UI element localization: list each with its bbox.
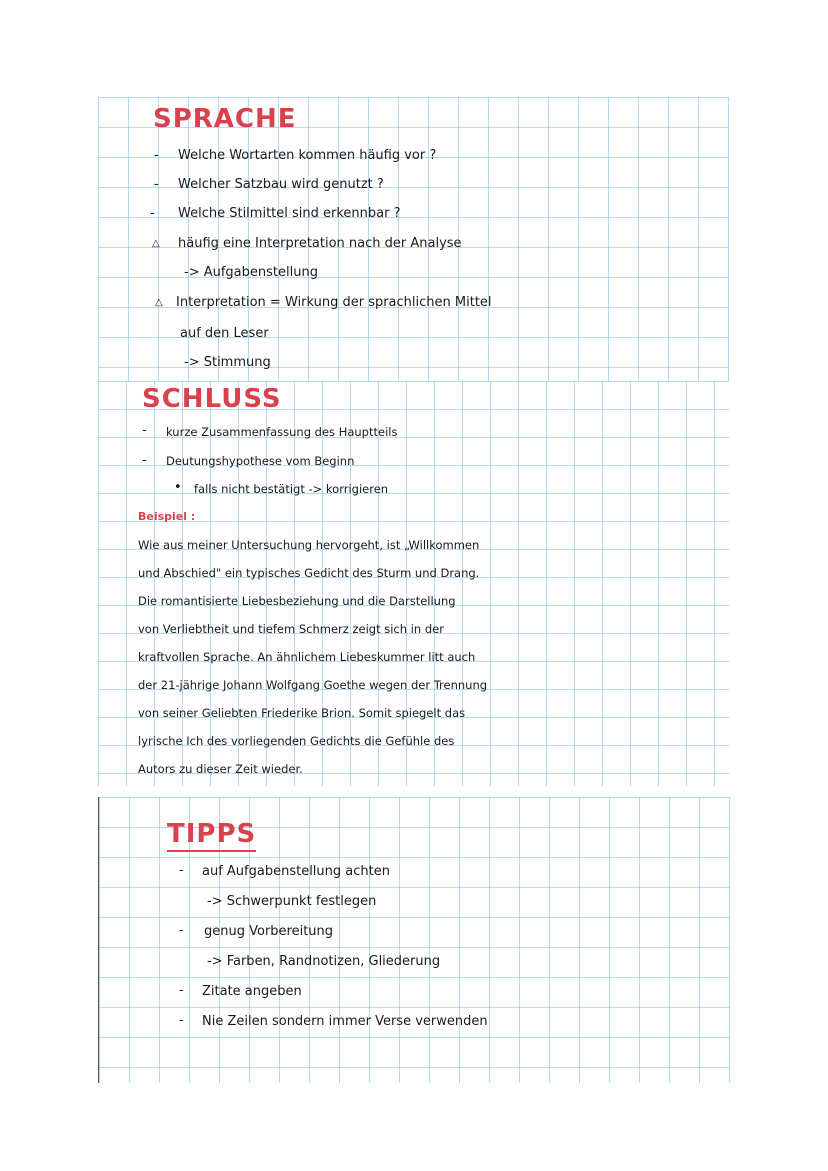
example-line: Autors zu dieser Zeit wieder. xyxy=(138,762,303,776)
sprache-subitem: auf den Leser xyxy=(180,326,269,341)
example-line: lyrische Ich des vorliegenden Gedichts die Gefühle des xyxy=(138,734,455,748)
example-line: Wie aus meiner Untersuchung hervorgeht, ist „Willkommen xyxy=(138,538,480,552)
sprache-subitem: -> Stimmung xyxy=(184,355,271,370)
bullet-dot: • xyxy=(174,480,182,495)
bullet-dash: - xyxy=(142,423,147,438)
tipps-subitem: -> Farben, Randnotizen, Gliederung xyxy=(207,954,441,969)
schluss-item: kurze Zusammenfassung des Hauptteils xyxy=(166,425,398,439)
schluss-sheet xyxy=(98,381,729,786)
example-line: kraftvollen Sprache. An ähnlichem Liebeskummer litt auch xyxy=(138,650,476,664)
tipps-item: auf Aufgabenstellung achten xyxy=(202,864,390,879)
sprache-item: häufig eine Interpretation nach der Analyse xyxy=(178,236,462,251)
sprache-item: Welcher Satzbau wird genutzt ? xyxy=(178,177,384,192)
tipps-title-text: TIPPS xyxy=(167,819,256,852)
sprache-item: Welche Wortarten kommen häufig vor ? xyxy=(178,148,437,163)
example-line: von seiner Geliebten Friederike Brion. Somit spiegelt das xyxy=(138,706,466,720)
tipps-item: genug Vorbereitung xyxy=(204,924,334,939)
example-line: von Verliebtheit und tiefem Schmerz zeigt sich in der xyxy=(138,622,444,636)
tipps-subitem: -> Schwerpunkt festlegen xyxy=(207,894,377,909)
sprache-title: SPRACHE xyxy=(153,104,297,134)
example-label: Beispiel : xyxy=(138,510,196,523)
sprache-item: Interpretation = Wirkung der sprachlichen Mittel xyxy=(176,295,492,310)
bullet-dash: - xyxy=(179,983,184,998)
tipps-item: Nie Zeilen sondern immer Verse verwenden xyxy=(202,1014,488,1029)
bullet-dash: - xyxy=(142,453,147,468)
tipps-sheet xyxy=(98,797,730,1083)
schluss-item: Deutungshypothese vom Beginn xyxy=(166,454,355,468)
bullet-dash: - xyxy=(179,863,184,878)
warning-triangle-icon: △ xyxy=(152,238,160,249)
sprache-subitem: -> Aufgabenstellung xyxy=(184,265,318,280)
bullet-dash: - xyxy=(154,148,159,163)
sprache-sheet xyxy=(98,97,729,381)
bullet-dash: - xyxy=(179,923,184,938)
sprache-item: Welche Stilmittel sind erkennbar ? xyxy=(178,206,401,221)
example-line: Die romantisierte Liebesbeziehung und die Darstellung xyxy=(138,594,456,608)
example-line: der 21-jährige Johann Wolfgang Goethe wegen der Trennung xyxy=(138,678,488,692)
bullet-dash: - xyxy=(150,206,155,221)
bullet-dash: - xyxy=(179,1013,184,1028)
warning-triangle-icon: △ xyxy=(155,297,163,308)
tipps-title xyxy=(167,819,256,849)
schluss-title: SCHLUSS xyxy=(142,384,282,414)
schluss-subitem: falls nicht bestätigt -> korrigieren xyxy=(194,482,389,496)
example-line: und Abschied" ein typisches Gedicht des Sturm und Drang. xyxy=(138,566,480,580)
bullet-dash: - xyxy=(154,177,159,192)
tipps-item: Zitate angeben xyxy=(202,984,302,999)
